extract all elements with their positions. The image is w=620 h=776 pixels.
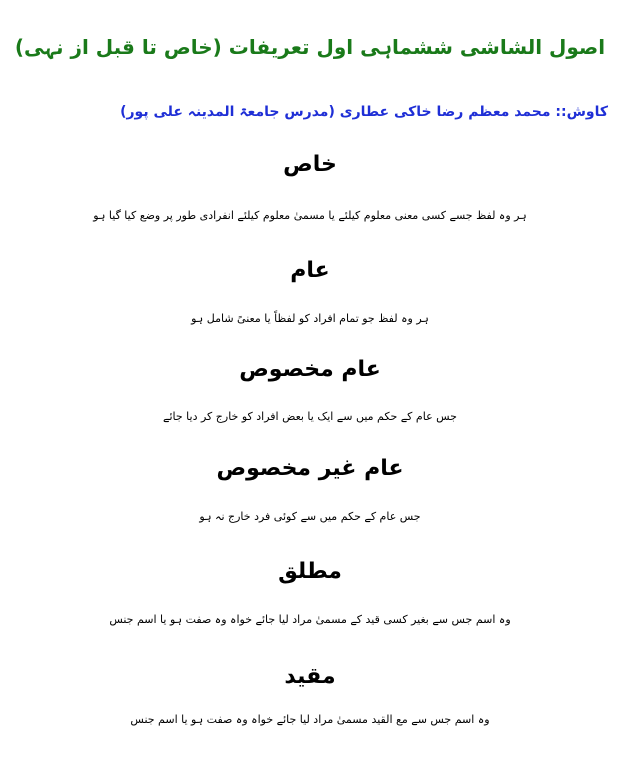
document-title: اصول الشاشی ششماہی اول تعریفات (خاص تا قبل از نہی) bbox=[14, 35, 606, 59]
term-definition-aam-ghair-makhsoos: جس عام کے حکم میں سے کوئی فرد خارج نہ ہو bbox=[199, 510, 421, 523]
term-heading-aam-ghair-makhsoos: عام غیر مخصوص bbox=[216, 456, 404, 481]
term-heading-mutlaq: مطلق bbox=[278, 559, 342, 584]
term-definition-khas: ہر وہ لفظ جسے کسی معنی معلوم کیلئے یا مسمیٰ معلوم کیلئے انفرادی طور پر وضع کیا گیا ہو bbox=[93, 209, 527, 222]
author-line: کاوش:: محمد معظم رضا خاکی عطاری (مدرس جامعۃ المدینہ علی پور) bbox=[120, 104, 608, 120]
term-heading-khas: خاص bbox=[283, 152, 337, 177]
term-definition-aam-makhsoos: جس عام کے حکم میں سے ایک یا بعض افراد کو خارج کر دیا جائے bbox=[163, 410, 457, 423]
term-heading-aam: عام bbox=[290, 258, 330, 283]
term-heading-aam-makhsoos: عام مخصوص bbox=[239, 357, 381, 382]
term-definition-muqayyad: وہ اسم جس سے مع القید مسمیٰ مراد لیا جائے خواہ وہ صفت ہو یا اسم جنس bbox=[130, 713, 490, 726]
term-definition-mutlaq: وہ اسم جس سے بغیر کسی قید کے مسمیٰ مراد لیا جائے خواہ وہ صفت ہو یا اسم جنس bbox=[109, 613, 511, 626]
term-definition-aam: ہر وہ لفظ جو تمام افراد کو لفظاً یا معنیً شامل ہو bbox=[191, 312, 429, 325]
term-heading-muqayyad: مقید bbox=[284, 664, 336, 689]
